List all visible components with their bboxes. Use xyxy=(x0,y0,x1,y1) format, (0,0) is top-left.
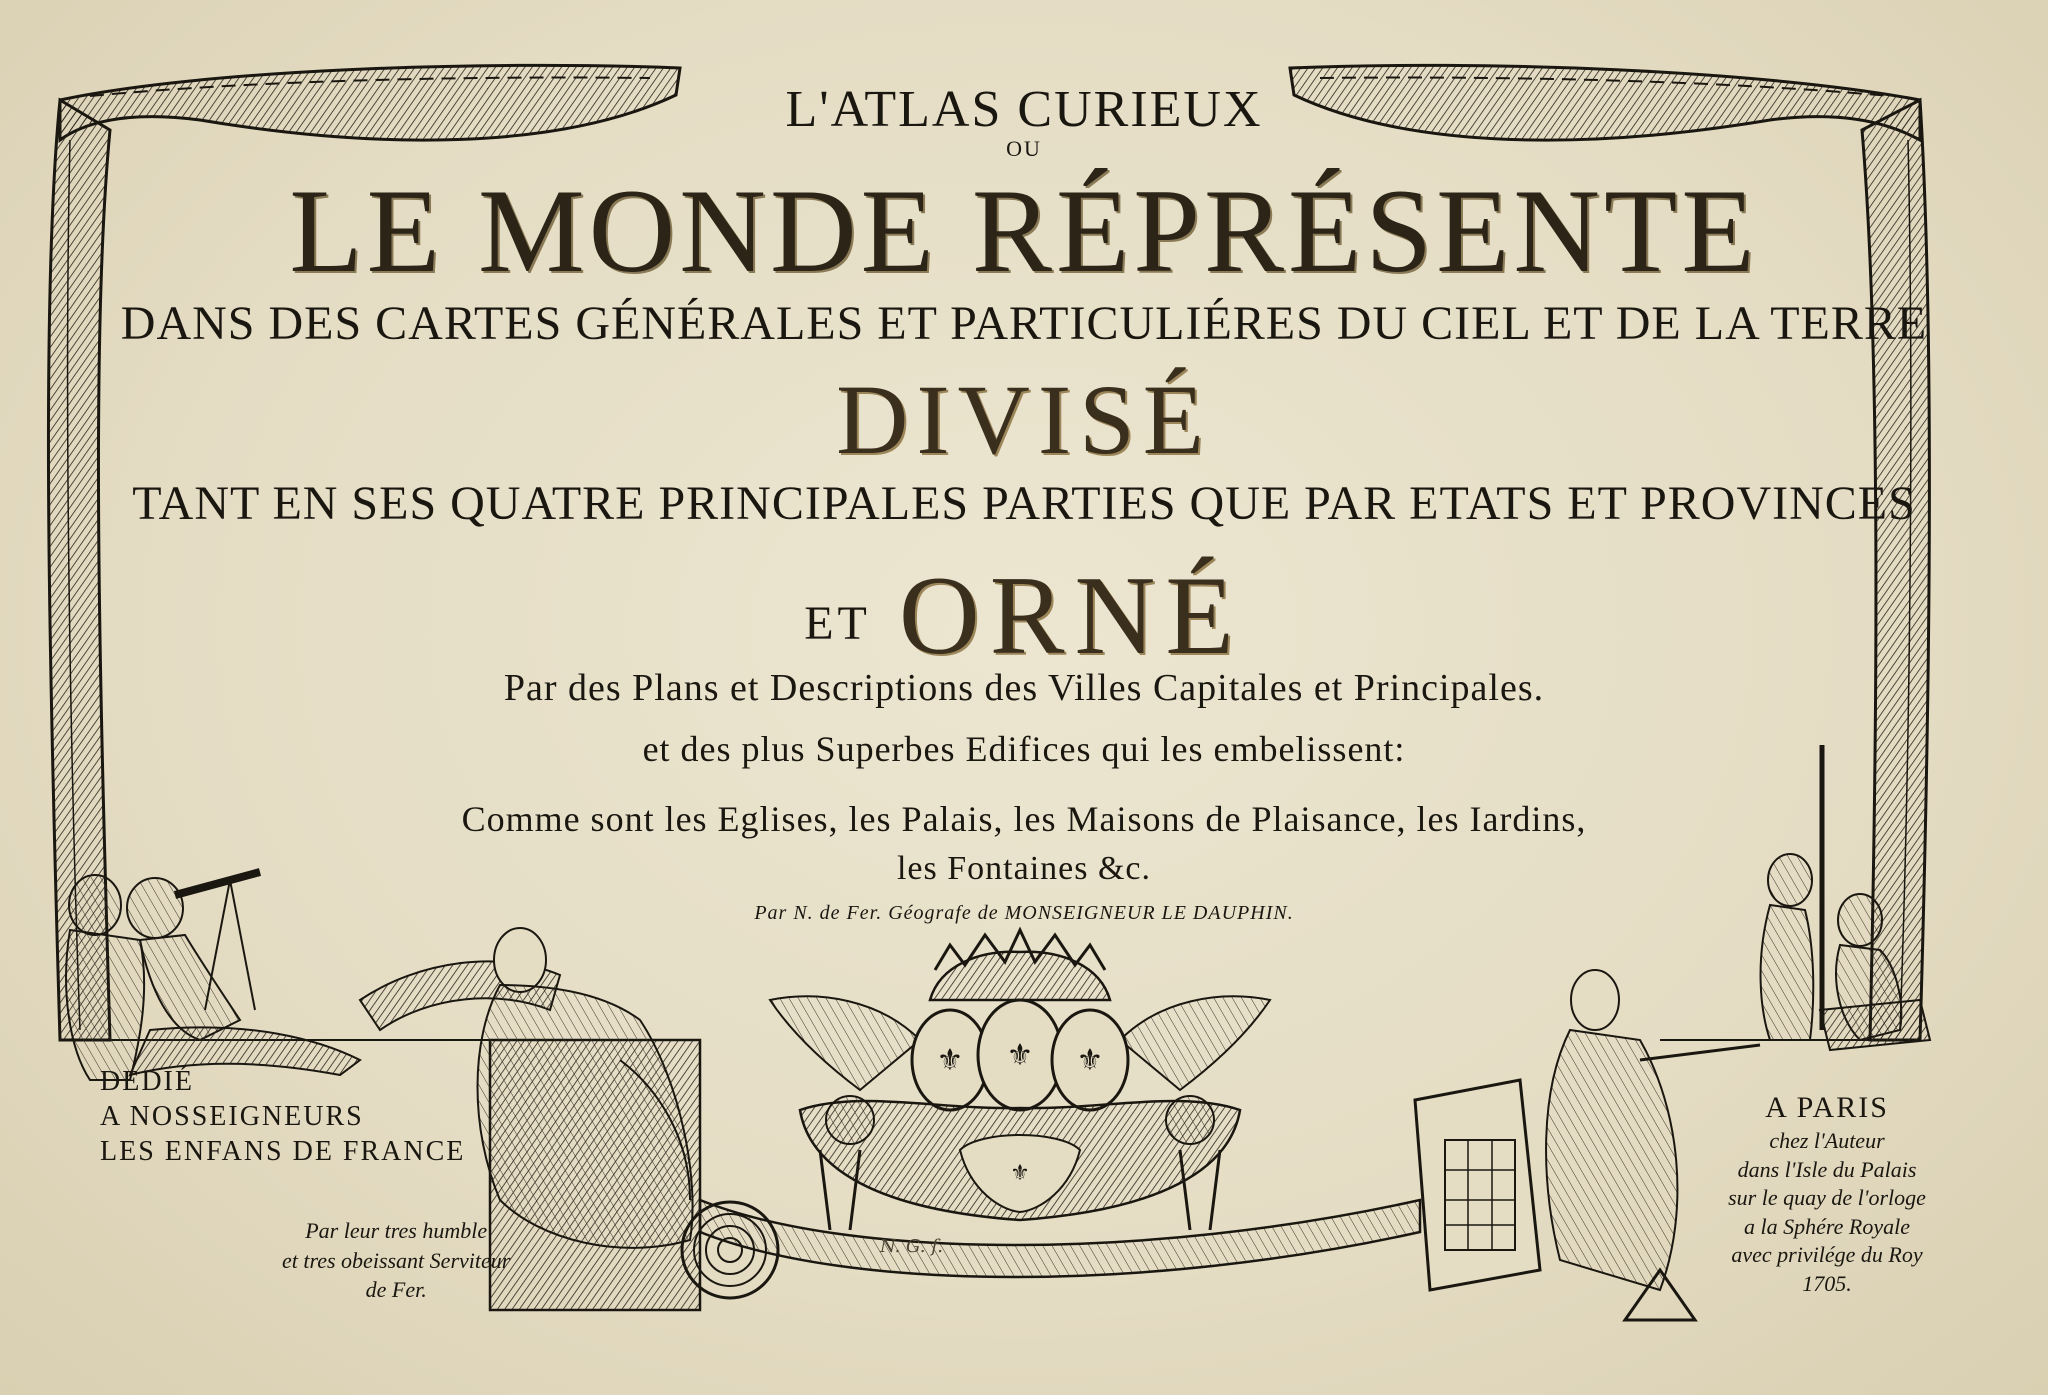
imprint-block xyxy=(1692,1088,1962,1299)
svg-text:⚜: ⚜ xyxy=(1010,1161,1030,1186)
imprint-line-2: chez l'Auteur xyxy=(1769,1128,1885,1153)
svg-text:⚜: ⚜ xyxy=(936,1043,964,1078)
title-orne: ORNÉ xyxy=(898,554,1244,678)
svg-text:⚜: ⚜ xyxy=(1076,1043,1104,1078)
imprint-line-5: a la Sphére Royale xyxy=(1744,1213,1910,1239)
title-et-orne xyxy=(0,552,2048,681)
royal-coat-of-arms xyxy=(770,930,1270,1230)
title-divise: DIVISÉ xyxy=(836,364,1212,475)
imprint-line-7: 1705. xyxy=(1802,1270,1852,1296)
title-par-des-plans: Par des Plans et Descriptions des Villes Capitales et Principales. xyxy=(503,667,1545,709)
engraver-mark: N. G. f. xyxy=(880,1236,943,1257)
title-dans-des-cartes: DANS DES CARTES GÉNÉRALES ET PARTICULIÉRES DU CIEL ET DE LA TERRE xyxy=(120,297,1928,350)
svg-text:⚜: ⚜ xyxy=(1006,1038,1034,1073)
title-atlas-curieux: L'ATLAS CURIEUX xyxy=(785,81,1263,138)
dedication-line-2: A NOSSEIGNEURS xyxy=(100,1101,364,1132)
title-superbes-edifices: et des plus Superbes Edifices qui les embelissent: xyxy=(642,729,1406,769)
servant-block xyxy=(282,1216,510,1305)
servant-line-1: Par leur tres humble xyxy=(305,1218,488,1243)
dedication-line-3: LES ENFANS DE FRANCE xyxy=(100,1136,466,1167)
servant-line-3: de Fer. xyxy=(365,1277,427,1303)
dedication-block xyxy=(100,1064,465,1169)
imprint-line-6: avec privilége du Roy xyxy=(1731,1242,1923,1268)
dedication-line-1: DEDIÉ xyxy=(100,1066,194,1097)
title-ou: OU xyxy=(1006,136,1042,161)
servant-line-2: et tres obeissant Serviteur xyxy=(282,1247,511,1273)
imprint-line-3: dans l'Isle du Palais xyxy=(1737,1156,1917,1182)
title-author-credit: Par N. de Fer. Géografe de MONSEIGNEUR LE DAUPHIN. xyxy=(754,902,1294,924)
imprint-line-4: sur le quay de l'orloge xyxy=(1728,1185,1926,1211)
title-monde-represente: LE MONDE RÉPRÉSENTE xyxy=(289,164,1759,297)
title-tant-en-ses: TANT EN SES QUATRE PRINCIPALES PARTIES QUE PAR ETATS ET PROVINCES xyxy=(132,477,1916,530)
title-les-fontaines: les Fontaines &c. xyxy=(896,850,1152,887)
imprint-line-1: A PARIS xyxy=(1765,1091,1889,1124)
title-et: ET xyxy=(804,597,871,650)
title-comme-sont: Comme sont les Eglises, les Palais, les Maisons de Plaisance, les Iardins, xyxy=(461,799,1587,839)
